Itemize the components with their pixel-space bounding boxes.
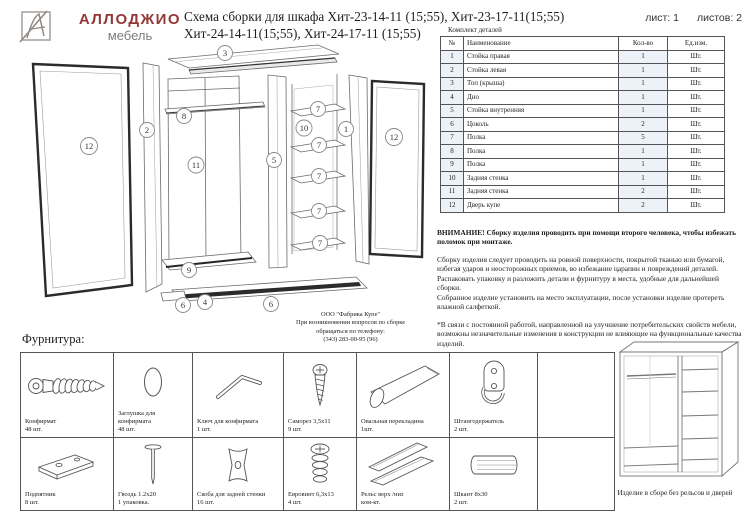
part-qty: 2 <box>619 199 668 213</box>
part-qty: 5 <box>619 131 668 145</box>
assembled-product-drawing <box>610 336 748 488</box>
part-no: 3 <box>441 77 464 91</box>
parts-table-caption: Комплект деталей <box>448 26 502 34</box>
hardware-cell <box>193 353 284 438</box>
callout-back-large <box>188 157 204 173</box>
part-unit: Шт. <box>668 118 725 132</box>
callout-top-panel <box>218 46 233 61</box>
door-right <box>370 81 424 257</box>
part-name: Задняя стенка <box>464 172 619 186</box>
col-number: № <box>441 37 464 51</box>
svg-text:3: 3 <box>222 48 228 58</box>
table-row <box>441 64 725 78</box>
part-name: Полка <box>464 158 619 172</box>
callout-side-right <box>339 122 354 137</box>
hardware-cell <box>21 438 114 511</box>
table-row <box>441 77 725 91</box>
svg-text:1: 1 <box>343 124 349 134</box>
self-tapping-screw-icon <box>307 362 333 410</box>
col-unit: Ед.изм. <box>668 37 725 51</box>
callout-back-small <box>296 120 312 136</box>
contact-note-2: обращаться по телефону: <box>316 327 385 335</box>
hardware-qty: 1 упаковка. <box>118 499 150 506</box>
part-no: 11 <box>441 185 464 199</box>
side-panel-left <box>143 63 162 292</box>
table-row <box>441 118 725 132</box>
contact-note-1: При возникновении вопросов по сборке <box>295 319 406 327</box>
hardware-name: Шкант 8х30 <box>454 491 488 498</box>
svg-text:12: 12 <box>84 141 94 151</box>
callout-shelf-top <box>177 109 192 124</box>
hardware-cell <box>284 353 357 438</box>
hardware-cell <box>357 353 450 438</box>
hardware-heading: Фурнитура: <box>22 332 85 346</box>
hardware-qty: 9 шт. <box>288 426 302 433</box>
hardware-name: Штангодержатель <box>454 418 504 425</box>
hardware-name: Конфирмат <box>25 418 57 425</box>
svg-text:2: 2 <box>144 125 150 135</box>
part-no: 6 <box>441 118 464 132</box>
hardware-qty: 8 шт. <box>25 499 39 506</box>
phone-number: (343) 283-00-95 (96) <box>323 335 378 343</box>
hardware-name: Гвоздь 1.2х20 <box>118 491 157 498</box>
hardware-name: Подпятник <box>25 491 56 498</box>
side-panel-right <box>349 75 369 264</box>
part-name: Полка <box>464 131 619 145</box>
hardware-qty: 2 шт. <box>454 499 468 506</box>
hardware-cell <box>21 353 114 438</box>
hardware-cell-empty <box>538 438 615 511</box>
part-qty: 1 <box>619 91 668 105</box>
notice-paragraph: Сборку изделия следует проводить на ровной поверхности, покрытой тканью или бумагой, избегая ударов и неосторожных приемов, во избежание царапин и повреждений деталей. <box>437 254 725 274</box>
table-row <box>441 104 725 118</box>
part-name: Дно <box>464 91 619 105</box>
svg-text:12: 12 <box>389 132 399 142</box>
hardware-qty: 4 шт. <box>288 499 302 506</box>
callout-plinth <box>264 297 279 312</box>
part-name: Полка <box>464 145 619 159</box>
dowel-icon <box>463 451 525 479</box>
part-name: Стойка левая <box>464 64 619 78</box>
svg-text:7: 7 <box>316 171 322 181</box>
hardware-qty: 1шт. <box>361 426 374 433</box>
hardware-name: Рельс верх /низ <box>361 491 404 498</box>
hardware-cell <box>114 353 193 438</box>
rod-holder-icon <box>473 358 515 414</box>
hardware-cell-empty <box>538 353 615 438</box>
part-qty: 2 <box>619 118 668 132</box>
part-qty: 1 <box>619 64 668 78</box>
company-name: ООО "Фабрика Купе" <box>320 311 381 318</box>
part-unit: Шт. <box>668 145 725 159</box>
svg-text:10: 10 <box>299 123 309 133</box>
part-no: 4 <box>441 91 464 105</box>
svg-text:6: 6 <box>268 299 274 309</box>
sliding-rail-icon <box>361 439 445 491</box>
hardware-qty: 1 шт. <box>197 426 211 433</box>
notice-paragraph: Распаковать упаковку и разложить детали и фурнитуру в места, удобные для дальнейшей сборки. <box>437 273 719 293</box>
sheet-info <box>645 12 742 24</box>
brand-name: АЛЛОДЖИО <box>78 11 182 28</box>
part-qty: 1 <box>619 158 668 172</box>
part-unit: Шт. <box>668 91 725 105</box>
table-row <box>441 50 725 64</box>
title-line-2: Хит-24-14-11(15;55), Хит-24-17-11 (15;55) <box>184 25 421 41</box>
brand-logo-icon <box>18 7 56 45</box>
part-qty: 1 <box>619 145 668 159</box>
hardware-qty: ком-кт. <box>361 499 381 506</box>
hardware-cell <box>450 438 538 511</box>
svg-text:7: 7 <box>317 238 323 248</box>
brand-subtitle: мебель <box>107 28 153 43</box>
parts-table <box>440 36 725 213</box>
part-no: 2 <box>441 64 464 78</box>
part-no: 5 <box>441 104 464 118</box>
svg-text:7: 7 <box>316 140 322 150</box>
hardware-name: Ключ для конфирмата <box>197 418 259 425</box>
part-unit: Шт. <box>668 172 725 186</box>
hardware-name: Скоба для задней стенки <box>197 491 266 498</box>
svg-text:11: 11 <box>191 160 201 170</box>
part-unit: Шт. <box>668 64 725 78</box>
part-unit: Шт. <box>668 131 725 145</box>
part-no: 7 <box>441 131 464 145</box>
callout-shelf <box>312 169 327 184</box>
part-no: 10 <box>441 172 464 186</box>
part-name: Стойка внутренняя <box>464 104 619 118</box>
callout-bottom <box>198 295 213 310</box>
part-qty: 1 <box>619 104 668 118</box>
brand-block <box>60 11 200 43</box>
notice-paragraph: Собранное изделие установить на место эксплуатации, после установки изделие протереть влажной салфеткой. <box>437 292 725 312</box>
hex-key-icon <box>209 367 267 405</box>
table-row <box>441 145 725 159</box>
table-row <box>441 185 725 199</box>
title-line-1: Схема сборки для шкафа Хит-23-14-11 (15;55), Хит-23-17-11(15;55) <box>184 9 565 24</box>
hardware-name: Саморез 3,5х11 <box>288 418 331 425</box>
svg-text:8: 8 <box>181 111 187 121</box>
plug-cap-icon <box>138 362 168 402</box>
part-unit: Шт. <box>668 185 725 199</box>
part-no: 9 <box>441 158 464 172</box>
part-name: Топ (крыша) <box>464 77 619 91</box>
back-panel-bracket-icon <box>217 444 259 486</box>
hardware-qty: 2 шт. <box>454 426 468 433</box>
col-name: Наименование <box>464 37 619 51</box>
svg-text:5: 5 <box>271 155 277 165</box>
part-qty: 1 <box>619 77 668 91</box>
svg-text:4: 4 <box>202 297 208 307</box>
part-no: 1 <box>441 50 464 64</box>
part-unit: Шт. <box>668 77 725 91</box>
sheet-number: лист: 1 <box>645 12 679 24</box>
warning-text: ВНИМАНИЕ! Сборку изделия проводить при помощи второго человека, чтобы избежать поломок при монтаже. <box>437 228 737 247</box>
callout-door-left <box>81 138 98 155</box>
hardware-qty: 48 шт. <box>118 426 136 433</box>
callout-shelf-bottom <box>182 263 197 278</box>
hardware-cell <box>450 353 538 438</box>
part-name: Задняя стенка <box>464 185 619 199</box>
callout-shelf <box>312 138 327 153</box>
svg-text:9: 9 <box>186 265 192 275</box>
hardware-cell <box>114 438 193 511</box>
part-qty: 1 <box>619 172 668 186</box>
hardware-qty: 48 шт. <box>25 426 43 433</box>
part-name: Стойка правая <box>464 50 619 64</box>
hardware-name: Заглушка для конфирмата <box>118 410 156 425</box>
foot-plate-icon <box>29 445 105 485</box>
svg-text:7: 7 <box>316 206 322 216</box>
notice-footnote: *В связи с постоянной работой, направленной на улучшение потребительских свойств мебели, возможны незначительные изменения в конструкции не влияющие на функциональные качества изделий. <box>437 319 742 348</box>
part-no: 8 <box>441 145 464 159</box>
table-row <box>441 91 725 105</box>
table-row <box>441 199 725 213</box>
callout-door-right <box>386 129 403 146</box>
euro-screw-icon <box>305 441 335 489</box>
part-unit: Шт. <box>668 50 725 64</box>
callout-shelf <box>311 102 326 117</box>
hardware-row <box>21 438 615 511</box>
hardware-cell <box>284 438 357 511</box>
hardware-cell <box>193 438 284 511</box>
part-qty: 1 <box>619 50 668 64</box>
callout-shelf <box>312 204 327 219</box>
col-quantity: Кол-во <box>619 37 668 51</box>
part-unit: Шт. <box>668 158 725 172</box>
callout-divider <box>267 153 282 168</box>
table-row <box>441 158 725 172</box>
parts-header-row <box>441 37 725 51</box>
part-unit: Шт. <box>668 199 725 213</box>
table-row <box>441 131 725 145</box>
oval-rod-icon <box>359 359 447 413</box>
svg-text:6: 6 <box>180 300 186 310</box>
svg-text:7: 7 <box>315 104 321 114</box>
table-row <box>441 172 725 186</box>
part-no: 12 <box>441 199 464 213</box>
hardware-name: Евровинт 6,3х13 <box>288 491 334 498</box>
part-name: Дверь купе <box>464 199 619 213</box>
nail-icon <box>138 442 168 488</box>
hardware-qty: 16 шт. <box>197 499 215 506</box>
hardware-cell <box>357 438 450 511</box>
assembled-view-caption: Изделие в сборе без рельсов и дверей <box>617 489 733 497</box>
hardware-row <box>21 353 615 438</box>
hardware-name: Овальная перекладина <box>361 418 424 425</box>
hardware-table <box>20 352 615 511</box>
confirmat-screw-icon <box>25 368 109 404</box>
part-name: Цоколь <box>464 118 619 132</box>
door-left <box>33 64 132 296</box>
part-qty: 2 <box>619 185 668 199</box>
exploded-assembly-diagram <box>15 42 435 334</box>
callout-plinth <box>176 298 191 313</box>
callout-shelf <box>313 236 328 251</box>
callout-side-left <box>140 123 155 138</box>
part-unit: Шт. <box>668 104 725 118</box>
sheets-total: листов: 2 <box>696 12 742 24</box>
